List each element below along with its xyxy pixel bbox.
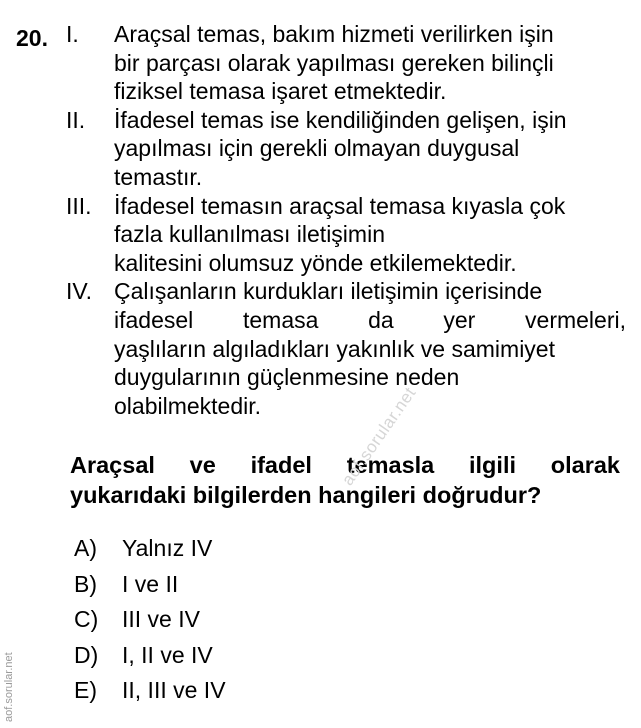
statement-line: İfadesel temasın araçsal temasa kıyasla çok — [114, 192, 566, 219]
question-prompt — [70, 450, 620, 510]
option-letter: B) — [74, 570, 97, 597]
option-text: Yalnız IV — [122, 535, 213, 561]
option-e[interactable] — [74, 673, 226, 709]
option-d[interactable] — [74, 638, 226, 674]
option-text: I ve II — [122, 570, 179, 597]
statement-4 — [66, 277, 626, 420]
option-c[interactable] — [74, 602, 226, 638]
statement-1 — [66, 20, 626, 106]
statement-line: Çalışanların kurdukları iletişimin içerisinde — [114, 278, 543, 305]
statement-line: yaşlıların algıladıkları yakınlık ve samimiyet — [114, 335, 555, 362]
prompt-line: Araçsal ve ifadel temasla ilgili olarak — [70, 452, 620, 478]
statement-line: yapılması için gerekli olmayan duygusal — [114, 135, 520, 162]
question-number: 20. — [16, 25, 48, 51]
option-letter: E) — [74, 677, 97, 703]
statement-text — [114, 106, 626, 192]
answer-options — [74, 531, 226, 709]
option-text: III ve IV — [122, 606, 200, 632]
prompt-line: yukarıdaki bilgilerden hangileri doğrudur? — [70, 482, 542, 508]
statement-line: fazla kullanılması iletişimin — [114, 221, 385, 248]
option-text: I, II ve IV — [122, 641, 213, 668]
option-letter: A) — [74, 535, 97, 561]
statement-text — [114, 192, 626, 278]
option-letter: D) — [74, 641, 99, 668]
statement-line: duygularının güçlenmesine neden — [114, 364, 460, 391]
statement-line: kalitesini olumsuz yönde etkilemektedir. — [114, 249, 517, 276]
statement-numeral: II. — [66, 106, 86, 133]
option-b[interactable] — [74, 567, 226, 603]
statement-3 — [66, 192, 626, 278]
side-watermark: aof.sorular.net — [3, 652, 15, 722]
statement-line: temastır. — [114, 163, 203, 190]
statement-text — [114, 277, 626, 420]
statement-numeral: III. — [66, 192, 92, 219]
statement-line: Araçsal temas, bakım hizmeti verilirken işin — [114, 21, 554, 47]
statement-line: fiziksel temasa işaret etmektedir. — [114, 78, 447, 105]
statement-line: İfadesel temas ise kendiliğinden gelişen, işin — [114, 106, 567, 133]
statement-text — [114, 20, 626, 106]
statement-line: ifadesel temasa da yer vermeleri, — [114, 306, 626, 333]
statement-line: bir parçası olarak yapılması gereken bilinçli — [114, 49, 554, 76]
option-a[interactable] — [74, 531, 226, 567]
statement-list — [66, 20, 626, 420]
option-text: II, III ve IV — [122, 677, 226, 703]
statement-2 — [66, 106, 626, 192]
statement-line: olabilmektedir. — [114, 392, 262, 419]
statement-numeral: IV. — [66, 278, 93, 305]
option-letter: C) — [74, 606, 99, 632]
statement-numeral: I. — [66, 21, 79, 47]
diagonal-watermark: aof.sorular.net — [338, 383, 420, 489]
